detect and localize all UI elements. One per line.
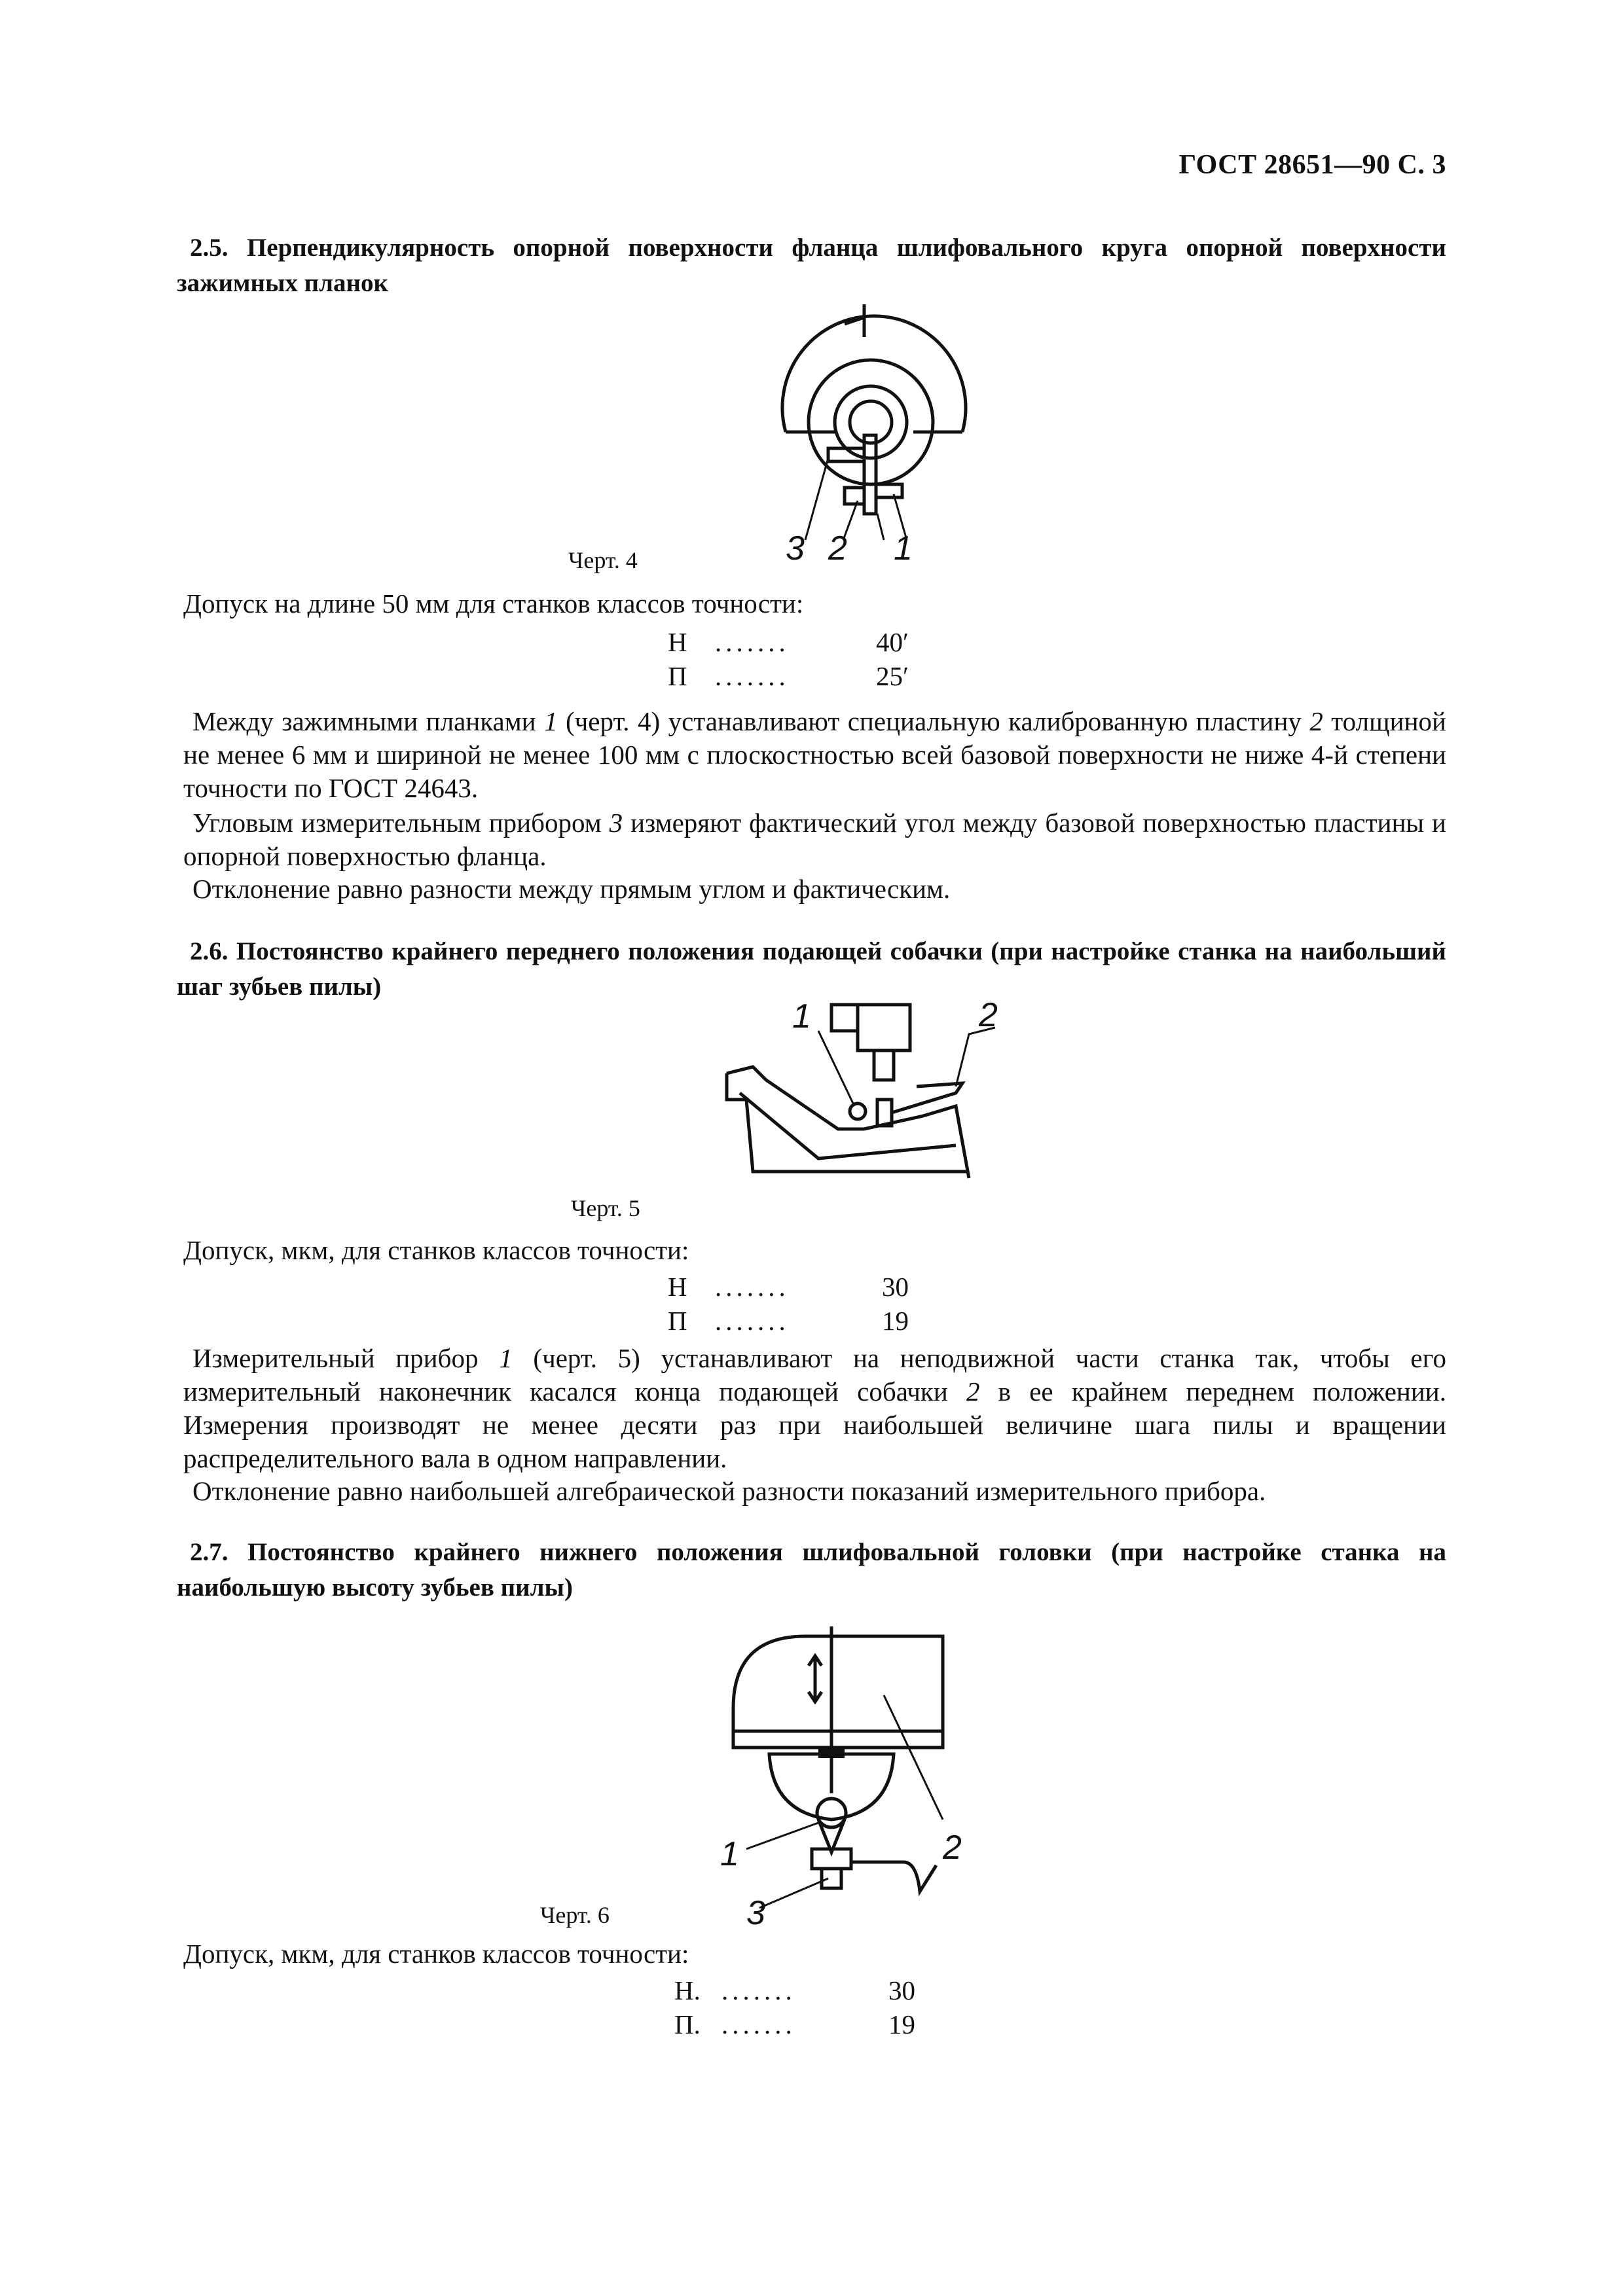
fig6-label-2: 2 — [943, 1829, 962, 1867]
s25-tolerance-intro: Допуск на длине 50 мм для станков классов точности: — [183, 588, 804, 619]
fig6-gauge-foot — [822, 1869, 841, 1888]
fig5-bracket — [831, 1005, 858, 1031]
s25-tolerance-table — [668, 625, 909, 693]
s25-paragraph-2: Угловым измерительным прибором 3 измеряют фактический угол между базовой поверхностью пластины и опорной поверхностью фланца. — [183, 808, 1447, 871]
tolerance-row: П. ....... 19 — [674, 2009, 915, 2039]
figure-5-caption: Черт. 5 — [571, 1195, 640, 1221]
fig5-contact-point — [850, 1103, 866, 1119]
s26-paragraph-2: Отклонение равно наибольшей алгебраической разности показаний измерительного прибора. — [192, 1476, 1266, 1506]
tolerance-row: П ....... 25′ — [668, 661, 909, 691]
figure-5-drawing — [720, 995, 998, 1191]
tolerance-row: Н ....... 40′ — [668, 627, 909, 657]
fig6-support — [851, 1862, 936, 1892]
s26-tolerance-table — [668, 1270, 909, 1338]
fig6-double-arrow — [809, 1656, 822, 1702]
s25-paragraph-1: Между зажимными планками 1 (черт. 4) устанавливают специальную калиброванную пластину 2 толщиной не менее 6 мм и шириной не менее 100 мм с плоскостностью всей базовой поверхности не ниже 4-й степени точности по ГОСТ 24643. — [183, 706, 1446, 803]
figure-6-caption: Черт. 6 — [540, 1902, 610, 1928]
s26-paragraph-1: Измерительный прибор 1 (черт. 5) устанавливают на неподвижной части станка так, чтобы его измерительный наконечник касался конца подающей собачки 2 в ее крайнем переднем положении. Измерения производят не менее десяти раз при наибольшей величине шага пилы и вращении распределительного вала в одном направлении. — [183, 1343, 1446, 1473]
tolerance-row: Н. ....... 30 — [674, 1975, 915, 2005]
figure-4-caption: Черт. 4 — [568, 547, 638, 573]
fig4-label-1: 1 — [894, 529, 913, 567]
tolerance-row: П ....... 19 — [668, 1306, 909, 1336]
fig4-plate — [864, 435, 876, 514]
fig4-gauge — [845, 488, 864, 504]
s27-tolerance-intro: Допуск, мкм, для станков классов точности: — [183, 1939, 689, 1969]
fig4-label-3: 3 — [786, 529, 805, 567]
figure-4-drawing — [766, 298, 982, 566]
fig6-leaders — [746, 1695, 943, 1908]
fig5-label-1: 1 — [792, 997, 811, 1035]
tolerance-row: Н ....... 30 — [668, 1272, 909, 1302]
section-2-5-title: 2.5. Перпендикулярность опорной поверхности фланца шлифовального круга опорной поверхности зажимных планок — [177, 234, 1446, 297]
fig4-label-2: 2 — [828, 529, 847, 567]
fig5-indicator-body — [858, 1005, 910, 1050]
fig5-frame-top — [727, 1067, 969, 1178]
s26-tolerance-intro: Допуск, мкм, для станков классов точности: — [183, 1235, 689, 1265]
fig6-label-3: 3 — [746, 1894, 765, 1932]
fig5-indicator-stem — [874, 1050, 894, 1080]
fig4-wheel — [809, 360, 933, 484]
fig5-leaders — [818, 1028, 995, 1106]
section-2-7-title: 2.7. Постоянство крайнего нижнего положения шлифовальной головки (при настройке станка на наибольшую высоту зубьев пилы) — [177, 1538, 1446, 1602]
s25-paragraph-3: Отклонение равно разности между прямым углом и фактическим. — [192, 874, 951, 904]
figure-6-drawing — [720, 1617, 995, 1932]
fig6-label-1: 1 — [720, 1835, 739, 1873]
section-2-6-title: 2.6. Постоянство крайнего переднего положения подающей собачки (при настройке станка на наибольший шаг зубьев пилы) — [177, 937, 1446, 1001]
s27-tolerance-table — [674, 1973, 915, 2041]
fig5-label-2: 2 — [979, 996, 998, 1034]
document-reference: ГОСТ 28651—90 С. 3 — [1178, 150, 1446, 180]
fig4-clamp-right — [876, 484, 902, 497]
